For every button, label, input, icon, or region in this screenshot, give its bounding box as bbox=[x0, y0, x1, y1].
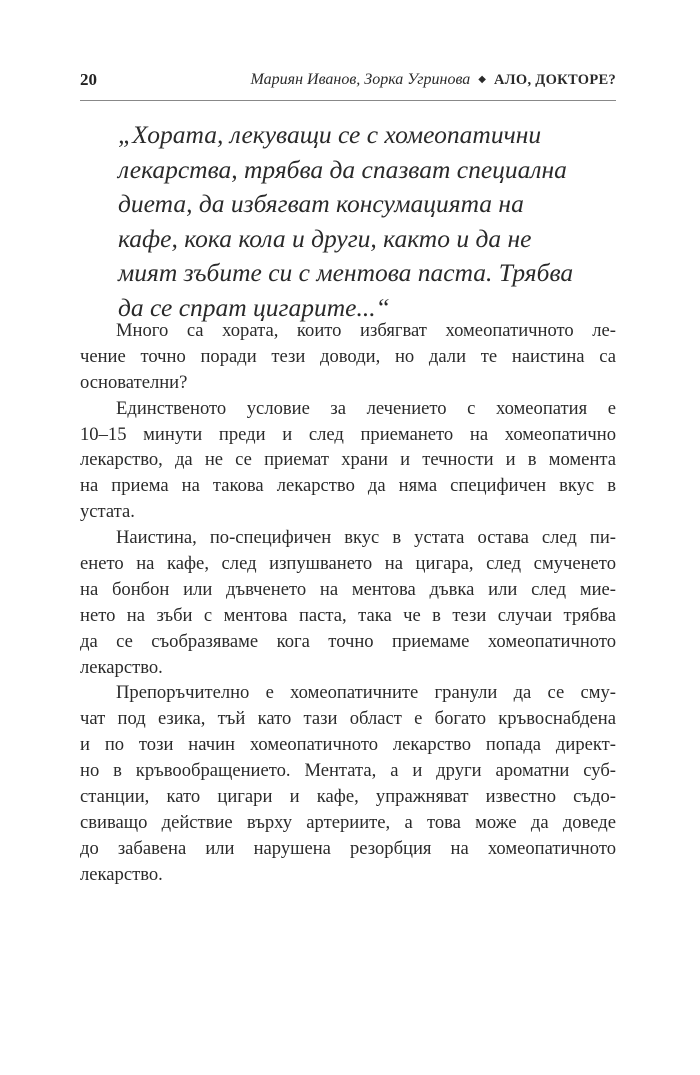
running-head-authors: Мариян Иванов, Зорка Угринова bbox=[250, 71, 471, 88]
paragraph-line: да се съобразяваме кога точно приемаме хомеопатичното bbox=[80, 630, 616, 652]
paragraph-line: лекарство. bbox=[80, 863, 163, 885]
paragraph-line: Наистина, по-специфичен вкус в устата остава след пи- bbox=[116, 527, 616, 549]
body-text bbox=[80, 318, 616, 888]
paragraph-line: лекарство, да не се приемат храни и течности и в момента bbox=[80, 449, 616, 471]
running-head-book-title: АЛО, ДОКТОРЕ? bbox=[493, 72, 616, 88]
paragraph-line: лекарство. bbox=[80, 656, 163, 678]
diamond-separator-icon: ◆ bbox=[478, 74, 486, 85]
page-header bbox=[80, 70, 616, 94]
paragraph-line: на бонбон или дъвченето на ментова дъвка или след мие- bbox=[80, 578, 616, 600]
paragraph-line: нето на зъби с ментова паста, така че в тези случаи трябва bbox=[80, 604, 616, 626]
paragraph bbox=[80, 396, 616, 525]
paragraph bbox=[80, 525, 616, 680]
quote-line: кафе, кока кола и други, както и да не bbox=[118, 223, 532, 253]
paragraph-line: и по този начин хомеопатичното лекарство попада директ- bbox=[80, 734, 616, 756]
paragraph-line: Много са хората, които избягват хомеопатичното ле- bbox=[116, 320, 616, 341]
paragraph-line: устата. bbox=[80, 501, 135, 523]
paragraph-line: 10–15 минути преди и след приемането на хомеопатично bbox=[80, 423, 616, 445]
running-head bbox=[251, 71, 616, 89]
paragraph-line: основателни? bbox=[80, 371, 188, 393]
paragraph bbox=[80, 680, 616, 887]
paragraph bbox=[80, 318, 616, 396]
quote-line: диета, да избягват консумацията на bbox=[118, 189, 524, 218]
epigraph-quote bbox=[118, 118, 588, 325]
paragraph-line: Единственото условие за лечението с хомеопатия е bbox=[116, 397, 616, 419]
paragraph-line: но в кръвообращението. Ментата, а и други ароматни суб- bbox=[80, 760, 616, 782]
header-rule bbox=[80, 100, 616, 101]
quote-line: мият зъбите си с ментова паста. Трябва bbox=[118, 258, 574, 287]
quote-line: „Хората, лекуващи се с хомеопатични bbox=[118, 120, 542, 149]
paragraph-line: свиващо действие върху артериите, а това може да доведе bbox=[80, 811, 616, 833]
paragraph-line: чение точно поради тези доводи, но дали те наистина са bbox=[80, 345, 616, 367]
paragraph-line: Препоръчително е хомеопатичните гранули да се сму- bbox=[116, 682, 616, 704]
paragraph-line: до забавена или нарушена резорбция на хомеопатичното bbox=[80, 837, 616, 859]
quote-line: да се спрат цигарите...“ bbox=[118, 292, 390, 322]
page-number: 20 bbox=[80, 70, 97, 89]
paragraph-line: станции, като цигари и кафе, упражняват известно съдо- bbox=[80, 786, 616, 808]
paragraph-line: на приема на такова лекарство да няма специфичен вкус в bbox=[80, 475, 616, 497]
paragraph-line: енето на кафе, след изпушването на цигара, след смученето bbox=[80, 553, 616, 575]
quote-line: лекарства, трябва да спазват специална bbox=[118, 154, 567, 184]
paragraph-line: чат под езика, тъй като тази област е богато кръвоснабдена bbox=[80, 708, 616, 730]
